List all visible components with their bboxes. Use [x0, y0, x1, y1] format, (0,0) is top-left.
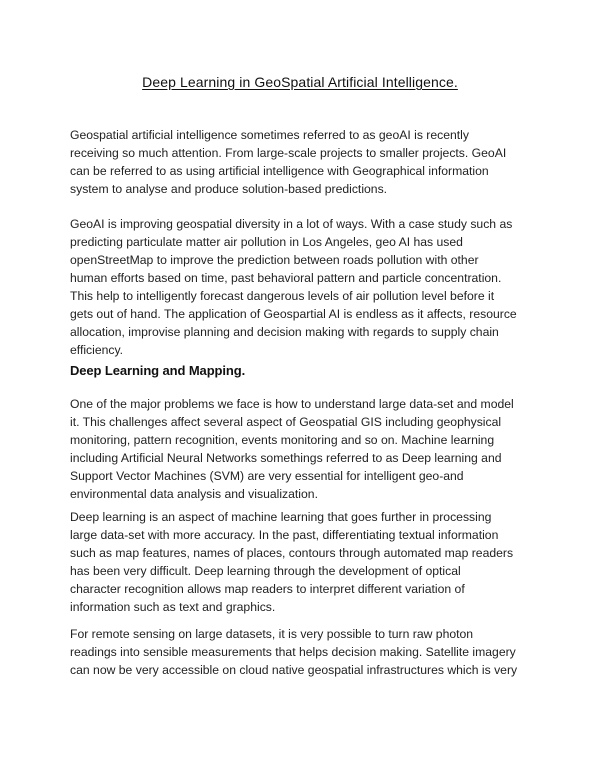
paragraph-line: can now be very accessible on cloud native geospatial infrastructures which is very	[70, 663, 518, 677]
paragraph-deep-learning	[70, 508, 532, 616]
paragraph-line: Deep learning is an aspect of machine learning that goes further in processing	[70, 510, 492, 524]
paragraph-line: This help to intelligently forecast dangerous levels of air pollution level before it	[70, 289, 495, 303]
paragraph-line: environmental data analysis and visualization.	[70, 487, 318, 501]
paragraph-line: gets out of hand. The application of Geospartial AI is endless as it affects, resource	[70, 307, 517, 321]
paragraph-line: character recognition allows map readers to interpret different variation of	[70, 582, 465, 596]
paragraph-line: human efforts based on time, past behavioral pattern and particle concentration.	[70, 271, 502, 285]
paragraph-line: allocation, improvise planning and decision making with regards to supply chain	[70, 325, 499, 339]
paragraph-line: One of the major problems we face is how to understand large data-set and model	[70, 397, 514, 411]
paragraph-intro	[70, 126, 532, 198]
paragraph-line: Geospatial artificial intelligence sometimes referred to as geoAI is recently	[70, 128, 469, 142]
paragraph-geoai-diversity	[70, 215, 532, 359]
paragraph-line: efficiency.	[70, 343, 124, 357]
paragraph-line: predicting particulate matter air pollution in Los Angeles, geo AI has used	[70, 235, 463, 249]
paragraph-line: including Artificial Neural Networks somethings referred to as Deep learning and	[70, 451, 502, 465]
paragraph-line: can be referred to as using artificial intelligence with Geographical information	[70, 164, 489, 178]
paragraph-line: monitoring, pattern recognition, events monitoring and so on. Machine learning	[70, 433, 495, 447]
paragraph-line: GeoAI is improving geospatial diversity in a lot of ways. With a case study such as	[70, 217, 513, 231]
paragraph-line: openStreetMap to improve the prediction between roads pollution with other	[70, 253, 479, 267]
paragraph-line: For remote sensing on large datasets, it is very possible to turn raw photon	[70, 627, 474, 641]
paragraph-line: such as map features, names of places, contours through automated map readers	[70, 546, 514, 560]
section-heading: Deep Learning and Mapping.	[70, 363, 246, 378]
paragraph-line: readings into sensible measurements that helps decision making. Satellite imagery	[70, 645, 516, 659]
document-title: Deep Learning in GeoSpatial Artificial Intelligence.	[142, 74, 458, 90]
paragraph-line: receiving so much attention. From large-scale projects to smaller projects. GeoAI	[70, 146, 507, 160]
paragraph-remote-sensing	[70, 625, 532, 679]
paragraph-line: it. This challenges affect several aspect of Geospatial GIS including geophysical	[70, 415, 502, 429]
paragraph-major-problems	[70, 395, 532, 503]
paragraph-line: has been very difficult. Deep learning through the development of optical	[70, 564, 461, 578]
paragraph-line: large data-set with more accuracy. In the past, differentiating textual information	[70, 528, 499, 542]
paragraph-line: information such as text and graphics.	[70, 600, 276, 614]
paragraph-line: Support Vector Machines (SVM) are very essential for intelligent geo-and	[70, 469, 464, 483]
paragraph-line: system to analyse and produce solution-based predictions.	[70, 182, 388, 196]
